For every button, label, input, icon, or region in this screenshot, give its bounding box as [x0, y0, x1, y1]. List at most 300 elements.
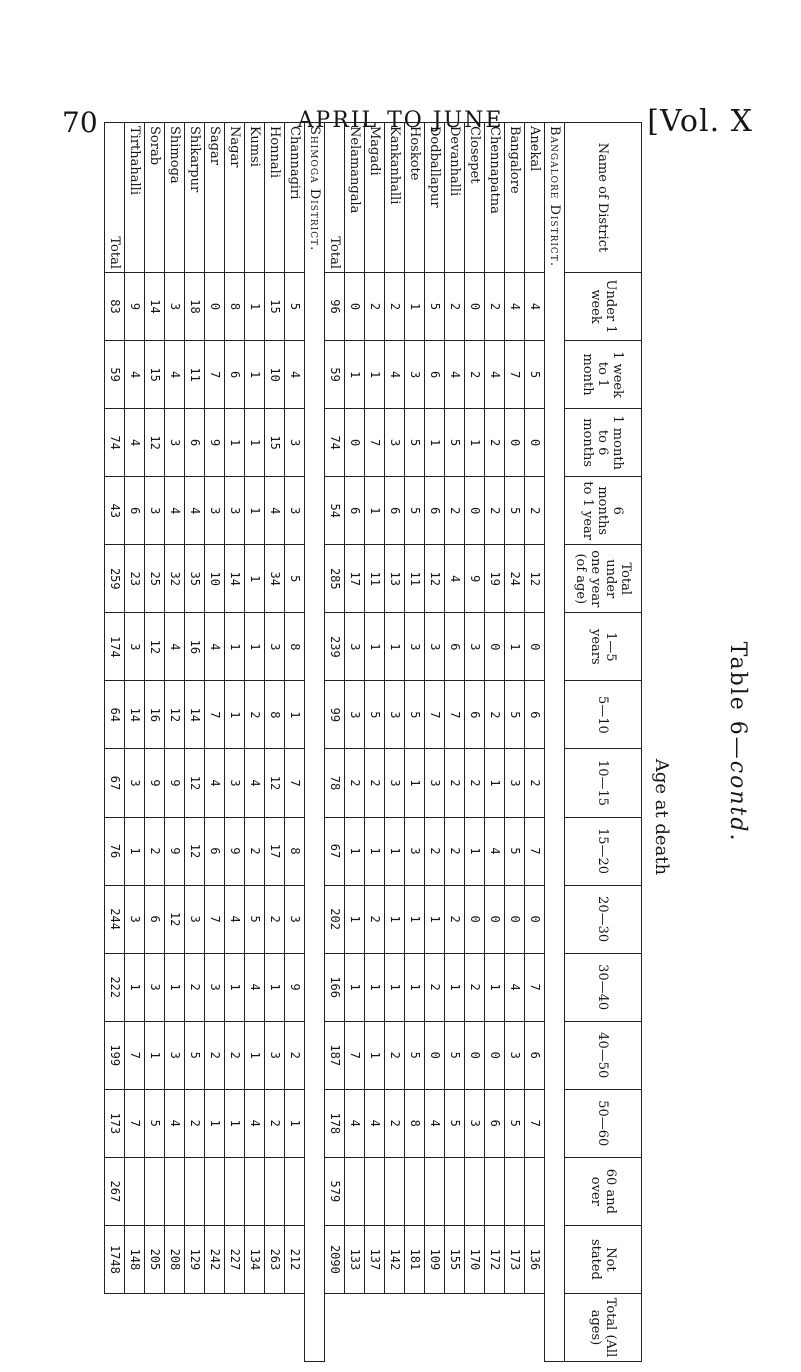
- table-cell: 5: [405, 477, 425, 545]
- table-cell: 2: [265, 885, 285, 953]
- table-cell: 15: [145, 341, 165, 409]
- total-cell: 267: [105, 1157, 125, 1225]
- table-cell: 4: [385, 341, 405, 409]
- table-cell: 8: [285, 613, 305, 681]
- column-header: 10—15: [565, 749, 642, 817]
- table-cell: 0: [465, 477, 485, 545]
- table-cell: 2: [425, 953, 445, 1021]
- table-cell: 4: [165, 1089, 185, 1157]
- column-header: 30—40: [565, 953, 642, 1021]
- table-cell: 109: [425, 1225, 445, 1293]
- table-cell: 0: [505, 409, 525, 477]
- district-name: Channagiri: [285, 123, 305, 273]
- total-cell: 239: [325, 613, 345, 681]
- table-cell: 7: [425, 681, 445, 749]
- table-cell: 4: [165, 613, 185, 681]
- district-name: Kankanhalli: [385, 123, 405, 273]
- table-cell: 1: [425, 885, 445, 953]
- column-header: 6 months to 1 year: [565, 477, 642, 545]
- table-cell: 1: [465, 409, 485, 477]
- column-header: 1 week to 1 month: [565, 341, 642, 409]
- table-cell: 2: [225, 1021, 245, 1089]
- table-cell: 3: [165, 409, 185, 477]
- table-cell: [445, 1157, 465, 1225]
- table-cell: 18: [185, 273, 205, 341]
- table-cell: [505, 1157, 525, 1225]
- district-name: Tirthahalli: [125, 123, 145, 273]
- table-cell: 0: [465, 1021, 485, 1089]
- table-cell: 0: [465, 273, 485, 341]
- table-cell: 9: [165, 817, 185, 885]
- table-cell: 0: [505, 885, 525, 953]
- table-cell: 1: [245, 409, 265, 477]
- district-name: Dodballapur: [425, 123, 445, 273]
- column-header-row: [565, 123, 642, 1362]
- mortality-table: [104, 122, 642, 1362]
- table-cell: 170: [465, 1225, 485, 1293]
- table-cell: 5: [445, 1089, 465, 1157]
- table-cell: [285, 1157, 305, 1225]
- table-cell: 1: [245, 545, 265, 613]
- running-title: APRIL TO JUNE: [297, 108, 504, 133]
- section-title: Shimoga District.: [305, 123, 325, 1362]
- table-cell: [185, 1157, 205, 1225]
- table-cell: 17: [345, 545, 365, 613]
- table-cell: 2: [425, 817, 445, 885]
- table-cell: 1: [365, 341, 385, 409]
- total-cell: 174: [105, 613, 125, 681]
- table-cell: 3: [125, 613, 145, 681]
- table-cell: 2: [485, 681, 505, 749]
- table-cell: 3: [205, 477, 225, 545]
- total-cell: 1748: [105, 1225, 125, 1293]
- district-name: Sagar: [205, 123, 225, 273]
- table-cell: 1: [365, 1021, 385, 1089]
- table-cell: 3: [165, 273, 185, 341]
- table-cell: 7: [285, 749, 305, 817]
- table-body: [105, 123, 565, 1362]
- table-cell: 2: [285, 1021, 305, 1089]
- table-cell: 4: [485, 341, 505, 409]
- rotated-table-block: [50, 122, 750, 1362]
- table-cell: [165, 1157, 185, 1225]
- total-cell: 96: [325, 273, 345, 341]
- district-name: Nagar: [225, 123, 245, 273]
- table-cell: 1: [425, 409, 445, 477]
- table-cell: 7: [205, 681, 225, 749]
- table-cell: 12: [265, 749, 285, 817]
- table-cell: 3: [505, 1021, 525, 1089]
- table-cell: 4: [245, 749, 265, 817]
- table-row: [285, 123, 305, 1362]
- table-cell: 6: [485, 1089, 505, 1157]
- total-cell: 78: [325, 749, 345, 817]
- table-cell: 3: [225, 749, 245, 817]
- total-cell: 67: [105, 749, 125, 817]
- table-cell: 2: [205, 1021, 225, 1089]
- total-cell: 76: [105, 817, 125, 885]
- table-cell: 2: [365, 885, 385, 953]
- table-cell: 7: [445, 681, 465, 749]
- total-cell: 54: [325, 477, 345, 545]
- table-cell: 2: [465, 341, 485, 409]
- table-cell: [405, 1157, 425, 1225]
- table-row: [165, 123, 185, 1362]
- table-cell: 0: [485, 885, 505, 953]
- table-cell: 1: [385, 817, 405, 885]
- table-cell: 1: [245, 477, 265, 545]
- table-cell: 173: [505, 1225, 525, 1293]
- table-cell: 3: [465, 1089, 485, 1157]
- table-cell: 8: [285, 817, 305, 885]
- age-at-death-heading: Age at death: [651, 758, 672, 876]
- table-cell: 1: [125, 817, 145, 885]
- table-cell: 7: [525, 1089, 545, 1157]
- table-cell: 1: [365, 613, 385, 681]
- district-name: Sorab: [145, 123, 165, 273]
- table-cell: 3: [145, 477, 165, 545]
- table-cell: 12: [145, 613, 165, 681]
- table-cell: 3: [345, 613, 365, 681]
- table-cell: 212: [285, 1225, 305, 1293]
- table-row: [505, 123, 525, 1362]
- total-cell: 99: [325, 681, 345, 749]
- table-cell: 16: [145, 681, 165, 749]
- table-cell: 4: [205, 613, 225, 681]
- table-cell: 1: [485, 953, 505, 1021]
- total-cell: 59: [325, 341, 345, 409]
- table-cell: 4: [165, 341, 185, 409]
- table-cell: [525, 1157, 545, 1225]
- table-cell: 1: [225, 409, 245, 477]
- table-cell: 2: [265, 1089, 285, 1157]
- table-cell: 14: [145, 273, 165, 341]
- table-cell: 2: [385, 1021, 405, 1089]
- table-cell: 3: [505, 749, 525, 817]
- table-row: [465, 123, 485, 1362]
- table-cell: 2: [445, 749, 465, 817]
- total-cell: 199: [105, 1021, 125, 1089]
- table-cell: 6: [445, 613, 465, 681]
- table-cell: 5: [405, 681, 425, 749]
- volume-label: [Vol. X: [647, 104, 753, 139]
- column-header: Under 1 week: [565, 273, 642, 341]
- table-cell: 181: [405, 1225, 425, 1293]
- district-name: Shimoga: [165, 123, 185, 273]
- table-cell: 1: [345, 817, 365, 885]
- table-cell: 155: [445, 1225, 465, 1293]
- table-cell: 3: [385, 409, 405, 477]
- table-cell: 2: [465, 953, 485, 1021]
- table-cell: 4: [505, 273, 525, 341]
- table-cell: 3: [285, 885, 305, 953]
- table-cell: 9: [205, 409, 225, 477]
- table-cell: 1: [145, 1021, 165, 1089]
- column-header: 20—30: [565, 885, 642, 953]
- table-cell: 5: [285, 273, 305, 341]
- table-row: [145, 123, 165, 1362]
- total-cell: 259: [105, 545, 125, 613]
- total-cell: 244: [105, 885, 125, 953]
- table-cell: 32: [165, 545, 185, 613]
- column-header: 5—10: [565, 681, 642, 749]
- table-cell: 2: [445, 273, 465, 341]
- table-cell: [485, 1157, 505, 1225]
- table-cell: 11: [185, 341, 205, 409]
- table-cell: 1: [225, 953, 245, 1021]
- table-cell: 1: [385, 613, 405, 681]
- total-cell: 43: [105, 477, 125, 545]
- table-cell: 1: [445, 953, 465, 1021]
- table-cell: 2: [145, 817, 165, 885]
- table-cell: 4: [125, 409, 145, 477]
- table-cell: 7: [525, 817, 545, 885]
- table-cell: 1: [505, 613, 525, 681]
- table-cell: 9: [225, 817, 245, 885]
- table-cell: 0: [345, 409, 365, 477]
- table-cell: 2: [185, 953, 205, 1021]
- table-caption: [725, 122, 750, 1362]
- district-name: Closepet: [465, 123, 485, 273]
- table-cell: [205, 1157, 225, 1225]
- table-cell: 0: [345, 273, 365, 341]
- table-cell: [345, 1157, 365, 1225]
- total-cell: 222: [105, 953, 125, 1021]
- table-cell: 1: [465, 817, 485, 885]
- table-cell: 14: [125, 681, 145, 749]
- table-cell: 148: [125, 1225, 145, 1293]
- total-label: Total: [325, 123, 345, 273]
- table-cell: 17: [265, 817, 285, 885]
- table-cell: 6: [385, 477, 405, 545]
- table-row: [125, 123, 145, 1362]
- page-number: 70: [62, 106, 98, 139]
- column-header: 15—20: [565, 817, 642, 885]
- table-cell: 9: [285, 953, 305, 1021]
- district-name: Magadi: [365, 123, 385, 273]
- table-cell: 6: [345, 477, 365, 545]
- table-cell: 137: [365, 1225, 385, 1293]
- table-cell: 5: [145, 1089, 165, 1157]
- district-name: Nelamangala: [345, 123, 365, 273]
- table-cell: 4: [365, 1089, 385, 1157]
- table-cell: 1: [365, 817, 385, 885]
- table-cell: 12: [165, 885, 185, 953]
- column-header: 40—50: [565, 1021, 642, 1089]
- table-cell: 15: [265, 409, 285, 477]
- table-row: [385, 123, 405, 1362]
- table-cell: 9: [145, 749, 165, 817]
- total-cell: 579: [325, 1157, 345, 1225]
- table-cell: 3: [145, 953, 165, 1021]
- table-cell: 1: [265, 953, 285, 1021]
- table-cell: [465, 1157, 485, 1225]
- table-cell: 1: [285, 1089, 305, 1157]
- table-cell: 12: [165, 681, 185, 749]
- table-cell: 7: [505, 341, 525, 409]
- table-cell: [385, 1157, 405, 1225]
- table-cell: 1: [345, 953, 365, 1021]
- table-row: [265, 123, 285, 1362]
- table-row: [205, 123, 225, 1362]
- table-cell: 1: [405, 953, 425, 1021]
- table-cell: 1: [165, 953, 185, 1021]
- table-cell: 12: [525, 545, 545, 613]
- total-cell: 67: [325, 817, 345, 885]
- table-row: [225, 123, 245, 1362]
- total-cell: 285: [325, 545, 345, 613]
- table-cell: 4: [245, 953, 265, 1021]
- table-cell: 2: [385, 273, 405, 341]
- table-cell: 1: [345, 885, 365, 953]
- table-cell: 4: [245, 1089, 265, 1157]
- table-cell: 5: [445, 409, 465, 477]
- table-cell: 3: [125, 749, 145, 817]
- table-cell: 9: [125, 273, 145, 341]
- table-cell: 2: [445, 885, 465, 953]
- table-cell: 0: [485, 613, 505, 681]
- total-cell: 166: [325, 953, 345, 1021]
- table-cell: 7: [125, 1089, 145, 1157]
- table-cell: 4: [525, 273, 545, 341]
- district-name: Honnali: [265, 123, 285, 273]
- table-cell: 3: [465, 613, 485, 681]
- table-cell: 5: [505, 477, 525, 545]
- table-cell: 3: [285, 409, 305, 477]
- table-cell: 6: [525, 681, 545, 749]
- table-cell: 6: [525, 1021, 545, 1089]
- table-cell: 6: [225, 341, 245, 409]
- table-cell: 5: [505, 817, 525, 885]
- table-cell: 208: [165, 1225, 185, 1293]
- table-cell: 14: [185, 681, 205, 749]
- table-cell: 129: [185, 1225, 205, 1293]
- table-cell: 25: [145, 545, 165, 613]
- column-header: Not stated: [565, 1225, 642, 1293]
- table-cell: 5: [405, 1021, 425, 1089]
- table-cell: 4: [185, 477, 205, 545]
- table-cell: 4: [445, 545, 465, 613]
- table-cell: 1: [205, 1089, 225, 1157]
- table-cell: 12: [425, 545, 445, 613]
- table-row: [365, 123, 385, 1362]
- district-name: Devanhalli: [445, 123, 465, 273]
- table-cell: 1: [385, 885, 405, 953]
- table-cell: 3: [385, 749, 405, 817]
- table-cell: 5: [285, 545, 305, 613]
- column-header: 1 month to 6 months: [565, 409, 642, 477]
- total-cell: 64: [105, 681, 125, 749]
- table-cell: 4: [285, 341, 305, 409]
- table-cell: 1: [365, 477, 385, 545]
- table-cell: 2: [245, 681, 265, 749]
- table-row: [445, 123, 465, 1362]
- table-cell: [145, 1157, 165, 1225]
- table-cell: 3: [385, 681, 405, 749]
- table-cell: 142: [385, 1225, 405, 1293]
- table-cell: 6: [425, 341, 445, 409]
- total-cell: 178: [325, 1089, 345, 1157]
- table-cell: 4: [265, 477, 285, 545]
- table-cell: 3: [225, 477, 245, 545]
- table-cell: 9: [165, 749, 185, 817]
- table-row: [345, 123, 365, 1362]
- table-cell: 3: [425, 749, 445, 817]
- table-cell: [265, 1157, 285, 1225]
- total-label: Total: [105, 123, 125, 273]
- total-cell: 83: [105, 273, 125, 341]
- table-caption-prefix: Table 6: [725, 641, 750, 737]
- table-cell: 3: [205, 953, 225, 1021]
- total-cell: 173: [105, 1089, 125, 1157]
- table-cell: 34: [265, 545, 285, 613]
- table-cell: 16: [185, 613, 205, 681]
- table-cell: 1: [245, 273, 265, 341]
- table-row: [485, 123, 505, 1362]
- table-cell: 6: [205, 817, 225, 885]
- table-cell: 172: [485, 1225, 505, 1293]
- total-row: [325, 123, 345, 1362]
- column-header: 60 and over: [565, 1157, 642, 1225]
- table-cell: 6: [425, 477, 445, 545]
- table-cell: 8: [225, 273, 245, 341]
- table-cell: 2: [365, 273, 385, 341]
- table-cell: 4: [445, 341, 465, 409]
- total-cell: 187: [325, 1021, 345, 1089]
- district-name: Anekal: [525, 123, 545, 273]
- table-cell: 3: [265, 1021, 285, 1089]
- table-cell: 7: [345, 1021, 365, 1089]
- table-cell: 5: [185, 1021, 205, 1089]
- page-header: [0, 70, 801, 139]
- table-cell: 1: [365, 953, 385, 1021]
- total-cell: 202: [325, 885, 345, 953]
- table-cell: 5: [405, 409, 425, 477]
- section-header-row: [545, 123, 565, 1362]
- table-row: [245, 123, 265, 1362]
- table-cell: [125, 1157, 145, 1225]
- table-cell: [245, 1157, 265, 1225]
- table-cell: 8: [265, 681, 285, 749]
- table-cell: 14: [225, 545, 245, 613]
- table-cell: 5: [245, 885, 265, 953]
- table-cell: 3: [285, 477, 305, 545]
- table-row: [525, 123, 545, 1362]
- table-cell: [225, 1157, 245, 1225]
- section-title: Bangalore District.: [545, 123, 565, 1362]
- table-cell: 2: [485, 409, 505, 477]
- table-cell: 205: [145, 1225, 165, 1293]
- total-cell: 74: [325, 409, 345, 477]
- table-cell: 2: [245, 817, 265, 885]
- total-cell: 2090: [325, 1225, 345, 1293]
- table-cell: 12: [145, 409, 165, 477]
- table-cell: 2: [385, 1089, 405, 1157]
- column-header: 50—60: [565, 1089, 642, 1157]
- table-cell: 9: [465, 545, 485, 613]
- column-header: Total (All ages): [565, 1293, 642, 1361]
- table-cell: 1: [385, 953, 405, 1021]
- table-cell: 3: [345, 681, 365, 749]
- table-cell: 1: [405, 749, 425, 817]
- table-cell: 10: [265, 341, 285, 409]
- table-cell: 7: [205, 341, 225, 409]
- table-cell: 35: [185, 545, 205, 613]
- table-cell: 19: [485, 545, 505, 613]
- table-cell: 227: [225, 1225, 245, 1293]
- table-cell: 1: [245, 341, 265, 409]
- table-cell: 10: [205, 545, 225, 613]
